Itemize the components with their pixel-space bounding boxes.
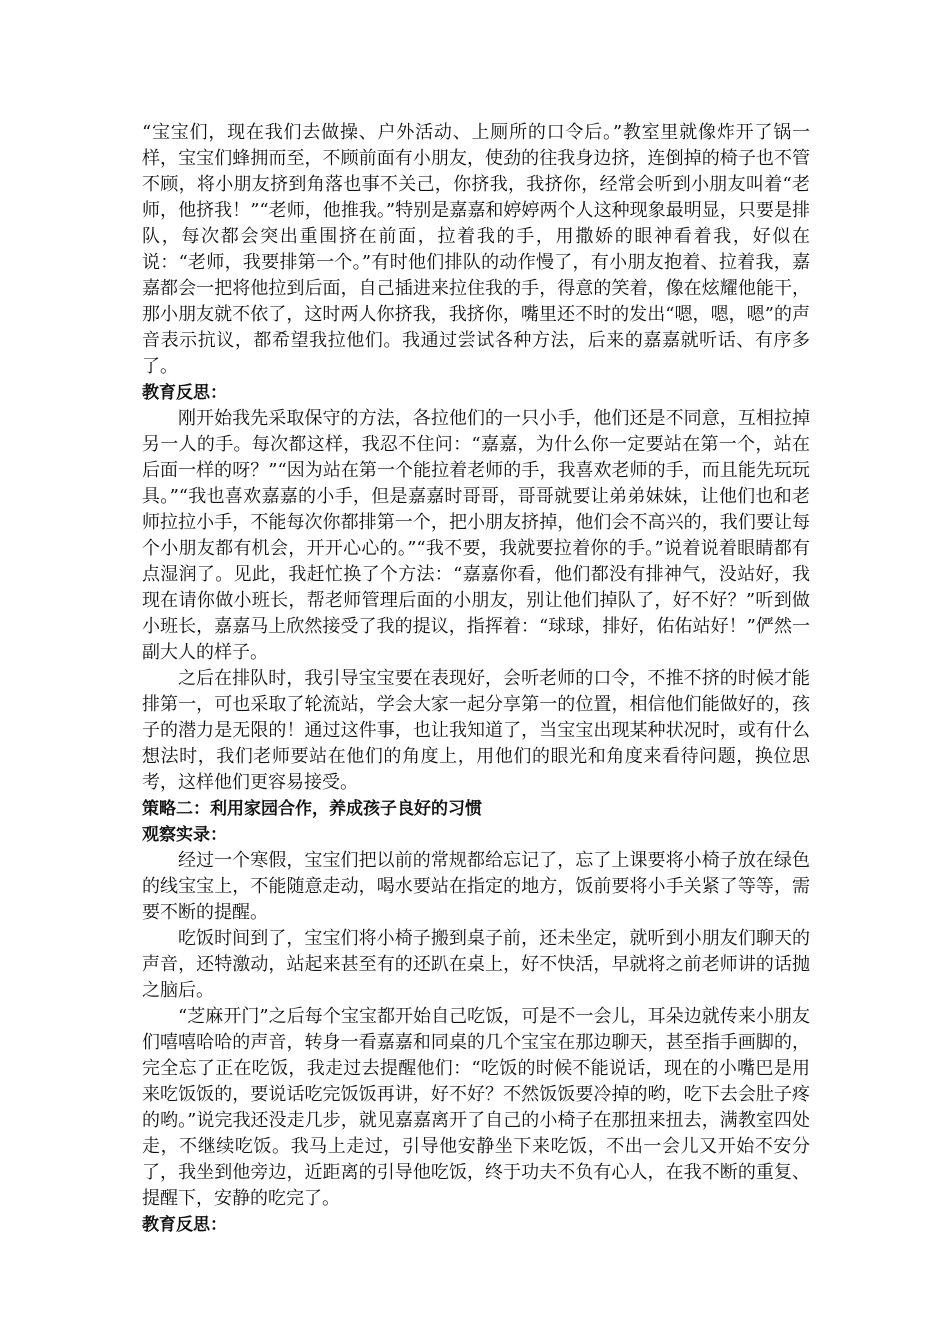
- paragraph-queue-observation: “宝宝们，现在我们去做操、户外活动、上厕所的口令后。”教室里就像炸开了锅一样，宝宝们蜂拥而至，不顾前面有小朋友，使劲的往我身边挤，连倒掉的椅子也不管不顾，将小朋友挤到角落也事不关己，你挤我，我挤你，经常会听到小朋友叫着“老师，他挤我！”“老师，他推我。”特别是嘉嘉和婷婷两个人这种现象最明显，只要是排队，每次都会突出重围挤在前面，拉着我的手，用撒娇的眼神看着我，好似在说：“老师，我要排第一个。”有时他们排队的动作慢了，有小朋友抱着、拉着我，嘉嘉都会一把将他拉到后面，自己插进来拉住我的手，得意的笑着，像在炫耀他能干，那小朋友就不依了，这时两人你挤我，我挤你，嘴里还不时的发出“嗯，嗯，嗯”的声音表示抗议，都希望我拉他们。我通过尝试各种方法，后来的嘉嘉就听话、有序多了。: [142, 122, 810, 377]
- paragraph-reflection-summary: 之后在排队时，我引导宝宝要在表现好，会听老师的口令，不推不挤的时候才能排第一，可也采取了轮流站，学会大家一起分享第一的位置，相信他们能做好的，孩子的潜力是无限的！通过这件事，也让我知道了，当宝宝出现某种状况时，或有什么想法时，我们老师要站在他们的角度上，用他们的眼光和角度来看待问题，换位思考，这样他们更容易接受。: [142, 668, 810, 793]
- heading-education-reflection-2: 教育反思：: [142, 1215, 227, 1235]
- heading-strategy-two: 策略二：利用家园合作，养成孩子良好的习惯: [142, 799, 482, 819]
- paragraph-eating-guidance: “芝麻开门”之后每个宝宝都开始自己吃饭，可是不一会儿，耳朵边就传来小朋友们嘻嘻哈哈的声音，转身一看嘉嘉和同桌的几个宝宝在那边聊天，甚至指手画脚的，完全忘了正在吃饭，我走过去提醒他们：“吃饭的时候不能说话，现在的小嘴巴是用来吃饭饭的，要说话吃完饭饭再讲，好不好？不然饭饭要冷掉的哟，吃下去会肚子疼的哟。”说完我还没走几步，就见嘉嘉离开了自己的小椅子在那扭来扭去，满教室四处走，不继续吃饭。我马上走过，引导他安静坐下来吃饭，不出一会儿又开始不安分了，我坐到他旁边，近距离的引导他吃饭，终于功夫不负有心人，在我不断的重复、提醒下，安静的吃完了。: [142, 1006, 810, 1209]
- paragraph-reflection-dialogue: 刚开始我先采取保守的方法，各拉他们的一只小手，他们还是不同意，互相拉掉另一人的手。每次都这样，我忍不住问：“嘉嘉，为什么你一定要站在第一个，站在后面一样的呀？”“因为站在第一个能拉着老师的手，我喜欢老师的手，而且能先玩玩具。”“我也喜欢嘉嘉的小手，但是嘉嘉时哥哥，哥哥就要让弟弟妹妹，让他们也和老师拉拉小手，不能每次你都排第一个，把小朋友挤掉，他们会不高兴的，我们要让每个小朋友都有机会，开开心心的。”“我不要，我就要拉着你的手。”说着说着眼睛都有点湿润了。见此，我赶忙换了个方法：“嘉嘉你看，他们都没有排神气，没站好，我现在请你做小班长，帮老师管理后面的小朋友，别让他们掉队了，好不好？”听到做小班长，嘉嘉马上欣然接受了我的提议，指挥着：“球球，排好，佑佑站好！”俨然一副大人的样子。: [142, 408, 810, 663]
- paragraph-after-winter-break: 经过一个寒假，宝宝们把以前的常规都给忘记了，忘了上课要将小椅子放在绿色的线宝宝上，不能随意走动，喝水要站在指定的地方，饭前要将小手关紧了等等，需要不断的提醒。: [142, 850, 810, 923]
- paragraph-mealtime: 吃饭时间到了，宝宝们将小椅子搬到桌子前，还未坐定，就听到小朋友们聊天的声音，还特激动，站起来甚至有的还趴在桌上，好不快活，早就将之前老师讲的话抛之脑后。: [142, 928, 810, 1001]
- heading-education-reflection: 教育反思：: [142, 383, 227, 403]
- heading-observation-record: 观察实录：: [142, 825, 227, 845]
- document-page: [142, 120, 810, 1238]
